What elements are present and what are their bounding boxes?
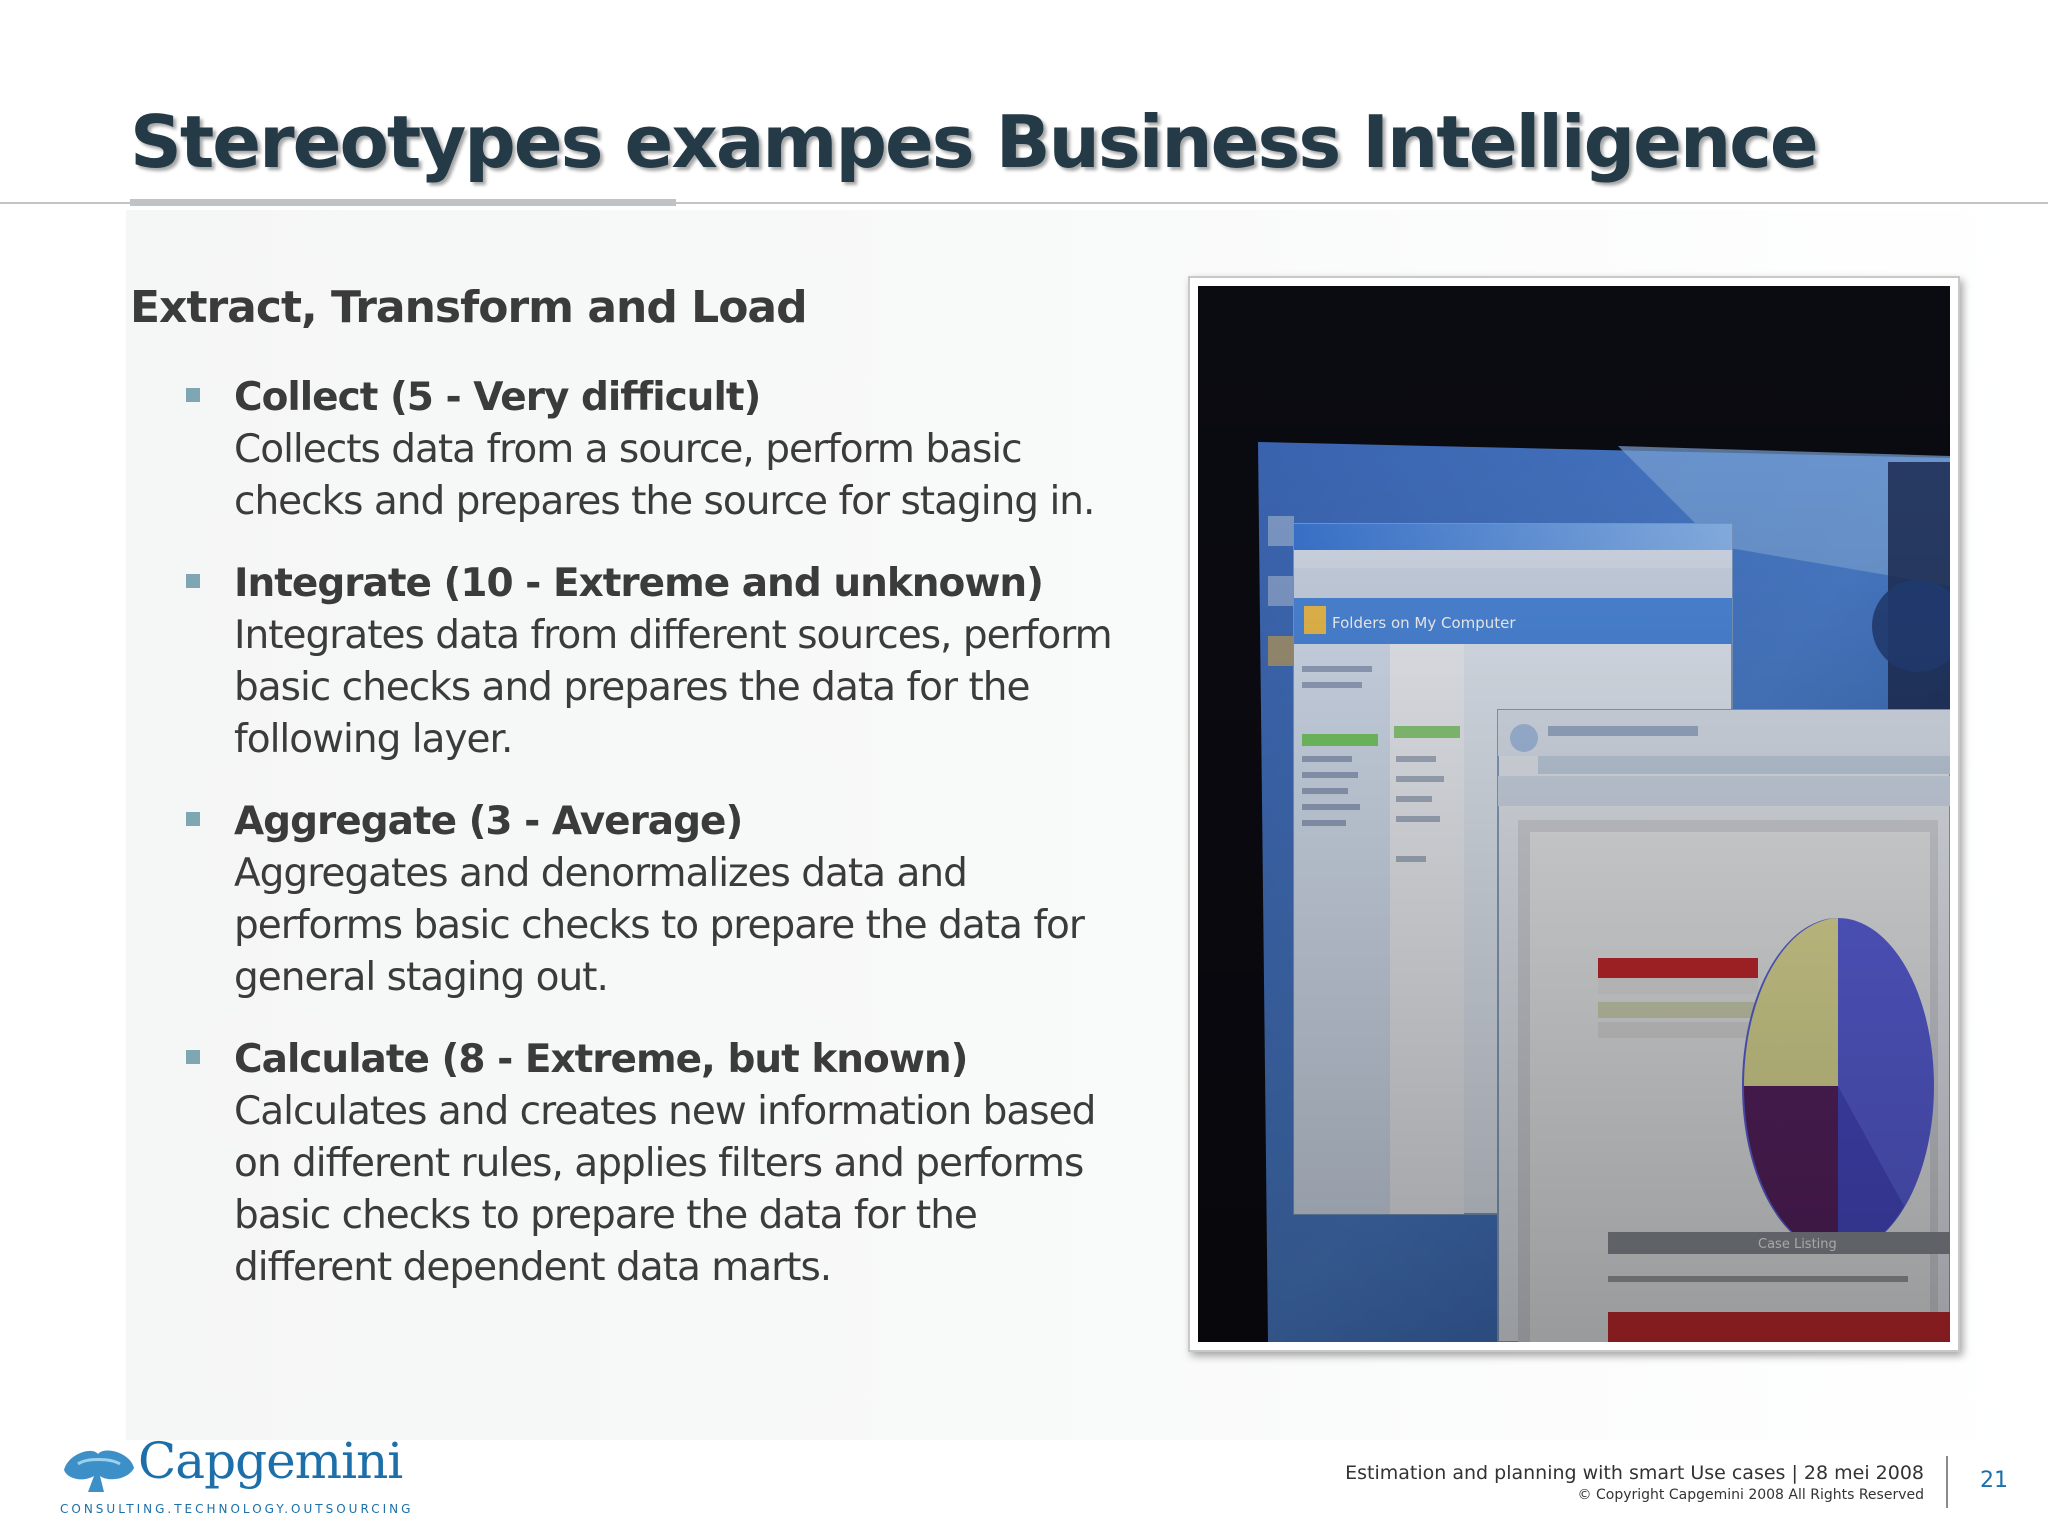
slide-title: Stereotypes exampes Business Intelligence	[130, 100, 1817, 184]
bullet-marker-icon	[186, 574, 200, 588]
footer-presentation-title: Estimation and planning with smart Use cases | 28 mei 2008	[1345, 1462, 1924, 1484]
bullet-list	[180, 372, 1140, 1324]
bullet-item-collect	[180, 372, 1140, 528]
spade-logo-icon	[58, 1440, 138, 1500]
bullet-title: Aggregate (3 - Average)	[234, 799, 743, 844]
bullet-text: Aggregates and denormalizes data and performs basic checks to prepare the data for general staging out.	[234, 851, 1084, 1000]
footer-copyright: © Copyright Capgemini 2008 All Rights Reserved	[1577, 1487, 1924, 1503]
logo-wordmark: Capgemini	[138, 1432, 403, 1490]
title-accent-bar	[130, 199, 676, 206]
bullet-text: Calculates and creates new information based on different rules, applies filters and performs basic checks to prepare the data for the different dependent data marts.	[234, 1089, 1096, 1290]
bullet-title: Integrate (10 - Extreme and unknown)	[234, 561, 1043, 606]
bullet-text: Integrates data from different sources, perform basic checks and prepares the data for the following layer.	[234, 613, 1112, 762]
section-heading: Extract, Transform and Load	[130, 282, 807, 333]
bullet-marker-icon	[186, 1050, 200, 1064]
capgemini-logo	[58, 1432, 414, 1518]
bullet-title: Collect (5 - Very difficult)	[234, 375, 761, 420]
bullet-text: Collects data from a source, perform basic checks and prepares the source for staging in.	[234, 427, 1095, 524]
footer-divider	[1946, 1456, 1948, 1508]
bullet-marker-icon	[186, 388, 200, 402]
footer-text	[1345, 1460, 1924, 1504]
screen-photo-illustration	[1198, 286, 1950, 1342]
bullet-item-integrate	[180, 558, 1140, 766]
bullet-title: Calculate (8 - Extreme, but known)	[234, 1037, 968, 1082]
bullet-item-calculate	[180, 1034, 1140, 1294]
bullet-item-aggregate	[180, 796, 1140, 1004]
logo-tagline: CONSULTING.TECHNOLOGY.OUTSOURCING	[60, 1502, 414, 1516]
screen-photo	[1198, 286, 1950, 1342]
page-number: 21	[1980, 1468, 2008, 1493]
photo-frame	[1188, 276, 1960, 1352]
bullet-marker-icon	[186, 812, 200, 826]
